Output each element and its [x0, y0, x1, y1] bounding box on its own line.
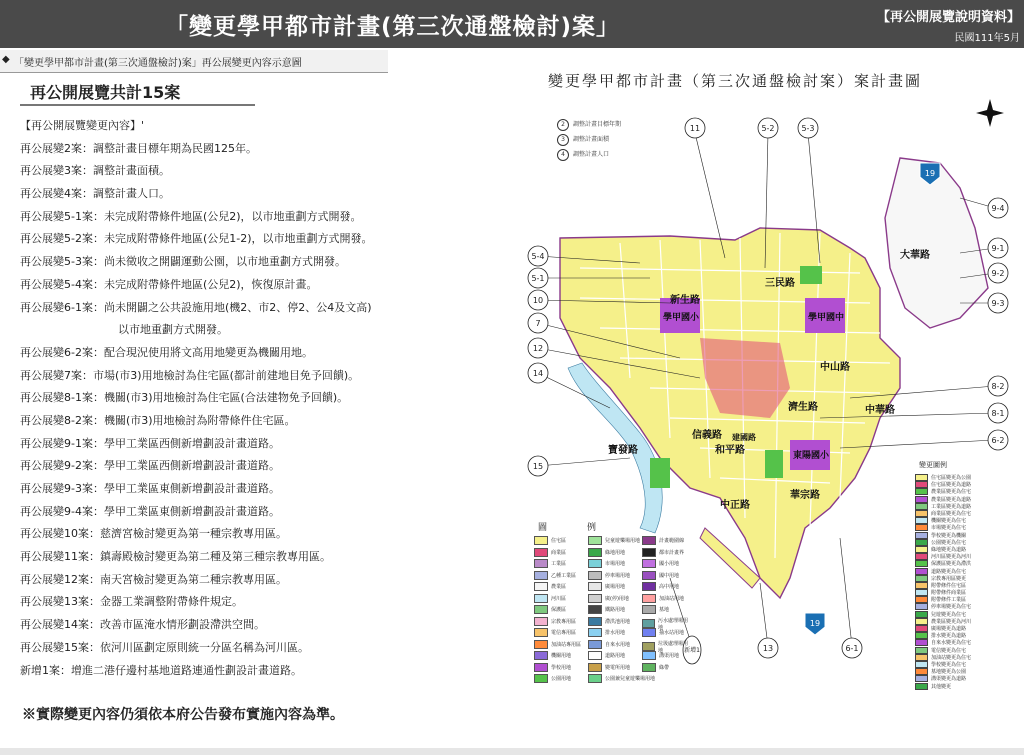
change-legend-item — [915, 546, 1015, 553]
legend-label: 廣(停)用地 — [605, 595, 629, 602]
callout-label: 6-1 — [845, 644, 859, 653]
change-legend-item — [915, 647, 1015, 654]
list-item: 再公展變12案：南天宮檢討變更為第二種宗教專用區。 — [20, 572, 287, 586]
callout-label: 5-1 — [531, 274, 545, 283]
change-legend-swatch — [915, 675, 928, 682]
road-label: 寶發路 — [608, 445, 638, 456]
callout-label: 9-4 — [991, 204, 1005, 213]
change-legend-item — [915, 625, 1015, 632]
legend-swatch — [642, 651, 656, 660]
legend-label: 自來水用地 — [605, 641, 631, 648]
legend-item — [534, 651, 571, 660]
park-area — [765, 450, 783, 478]
list-item: 再公展變10案：慈濟宮檢討變更為第一種宗教專用區。 — [20, 527, 287, 541]
change-legend-item — [915, 524, 1015, 531]
change-legend-swatch — [915, 539, 928, 546]
legend-item — [588, 582, 625, 591]
change-legend-swatch — [915, 560, 928, 567]
change-legend-swatch — [915, 553, 928, 560]
change-legend-item — [915, 611, 1015, 618]
list-item: 再公展變13案：金器工業調整附帶條件規定。 — [20, 595, 243, 609]
legend-label: 鐵路用地 — [605, 607, 626, 613]
callout-label: 9-3 — [991, 299, 1005, 308]
highway-shield-icon — [805, 613, 825, 635]
mini-legend-number: 3 — [557, 134, 569, 146]
legend-item — [534, 536, 566, 545]
change-legend-swatch — [915, 496, 928, 503]
change-legend-label: 農業區變更為河川 — [931, 618, 972, 625]
change-legend-item — [915, 682, 1015, 689]
list-item: 再公展變9-1案：學甲工業區西側新增劃設計畫道路。 — [20, 436, 280, 450]
change-legend-swatch — [915, 611, 928, 618]
list-item: 再公展變9-2案：學甲工業區西側新增劃設計畫道路。 — [20, 459, 280, 473]
road-label: 中華路 — [865, 405, 895, 416]
change-legend-swatch — [915, 524, 928, 531]
change-legend-label: 附帶條件工業區 — [931, 597, 967, 604]
legend-swatch — [534, 582, 548, 591]
shield-number: 19 — [809, 619, 821, 628]
legend-item — [588, 548, 625, 557]
legend-label: 工業區 — [551, 561, 567, 567]
legend-label: 計畫範圍線 — [659, 538, 685, 544]
legend-swatch — [642, 548, 656, 557]
legend-label: 學校用地 — [551, 664, 572, 671]
change-legend-item — [915, 654, 1015, 661]
legend-item — [534, 571, 576, 580]
list-item: 再公展變8-2案：機關(市3)用地檢討為附帶條件住宅區。 — [20, 413, 296, 427]
legend-swatch — [534, 559, 548, 568]
road-label: 中正路 — [720, 500, 750, 511]
list-item: 再公展變9-4案：學甲工業區東側新增劃設計畫道路。 — [20, 504, 280, 518]
change-legend-swatch — [915, 481, 928, 488]
legend-item — [588, 571, 630, 580]
legend-label: 加油站專用區 — [551, 641, 582, 648]
legend-swatch — [642, 594, 656, 603]
change-legend-item — [915, 503, 1015, 510]
change-legend-swatch — [915, 654, 928, 661]
list-item: 再公展變11案：鎮壽殿檢討變更為第二種及第三種宗教專用區。 — [20, 550, 331, 564]
legend-swatch — [588, 571, 602, 580]
legend-item — [534, 548, 566, 557]
change-legend-label: 道路變更為住宅 — [931, 568, 967, 575]
legend-item — [642, 582, 679, 591]
change-legend-item — [915, 474, 1015, 481]
change-legend-swatch — [915, 639, 928, 646]
change-legend-item — [915, 575, 1015, 582]
legend-label: 河川區 — [551, 595, 567, 602]
document-date: 民國111年5月 — [954, 33, 1020, 44]
legend-swatch — [534, 674, 548, 683]
legend-label: 綠地用地 — [605, 549, 626, 556]
change-legend-label: 農業區變更為道路 — [931, 496, 972, 503]
legend-item — [534, 605, 566, 614]
list-item: 再公展變5-3案：尚未徵收之開闢運動公園，以市地重劃方式開發。 — [20, 255, 346, 269]
section-divider — [20, 104, 255, 106]
legend-label: 國中用地 — [659, 572, 680, 579]
list-item: 再公展變2案：調整計畫目標年期為民國125年。 — [20, 141, 257, 155]
list-item: 再公展變6-2案：配合現況使用將文高用地變更為機關用地。 — [20, 345, 313, 359]
change-legend-swatch — [915, 546, 928, 553]
legend-item — [642, 663, 669, 672]
legend-label: 污水處理場用地 — [657, 617, 688, 631]
legend-swatch — [642, 582, 656, 591]
legend-swatch — [588, 559, 602, 568]
change-legend-label: 學校變更為住宅 — [931, 661, 967, 668]
legend-swatch — [588, 594, 602, 603]
road-label: 濟生路 — [788, 402, 818, 413]
legend-item — [588, 605, 625, 614]
document-badge: 【再公開展覽說明資料】 — [876, 10, 1020, 25]
change-legend-item — [915, 596, 1015, 603]
legend-label: 乙種工業區 — [551, 572, 577, 579]
page-title: 「變更學甲都市計畫(第三次通盤檢討)案」 — [165, 14, 621, 40]
mini-legend-text: 調整計畫人口 — [573, 151, 610, 158]
legend-title: 圖例 — [538, 523, 637, 533]
change-legend-item — [915, 661, 1015, 668]
change-legend-label: 保護區變更為滯洪 — [931, 561, 972, 568]
legend-item — [534, 582, 566, 591]
list-item: 再公展變5-1案：未完成附帶條件地區(公兒2)，以市地重劃方式開發。 — [20, 209, 362, 223]
change-legend-swatch — [915, 589, 928, 596]
legend-label: 道路用地 — [605, 653, 626, 659]
change-legend-title: 變更圖例 — [919, 461, 947, 469]
legend-label: 墓地 — [659, 607, 670, 613]
change-legend-item — [915, 632, 1015, 639]
legend-swatch — [534, 617, 548, 626]
change-legend-swatch — [915, 661, 928, 668]
legend-swatch — [534, 548, 548, 557]
list-item: 再公展變7案：市場(市3)用地檢討為住宅區(都計前建地目免予回饋)。 — [20, 368, 360, 382]
road-label: 華宗路 — [790, 490, 820, 501]
change-legend-item — [915, 481, 1015, 488]
legend-item — [534, 628, 576, 637]
change-legend-swatch — [915, 488, 928, 495]
list-item: 再公展變15案：依河川區劃定原則統一分區名稱為河川區。 — [20, 640, 309, 654]
change-legend-swatch — [915, 668, 928, 675]
legend-swatch — [642, 536, 656, 545]
change-legend-item — [915, 582, 1015, 589]
change-legend-label: 電信變更為住宅 — [931, 647, 967, 654]
change-legend-item — [915, 675, 1015, 682]
change-legend-label: 住宅區變更為道路 — [931, 482, 972, 489]
change-legend-swatch — [915, 510, 928, 517]
legend-label: 市場用地 — [605, 561, 626, 567]
list-item: 再公展變9-3案：學甲工業區東側新增劃設計畫道路。 — [20, 482, 280, 495]
legend-swatch — [588, 617, 602, 626]
callout-label: 6-2 — [991, 436, 1005, 445]
legend-label: 兒童遊樂場用地 — [605, 538, 641, 544]
legend-swatch — [642, 628, 656, 637]
legend-swatch — [642, 619, 655, 628]
legend-item — [588, 559, 625, 568]
legend-swatch — [534, 628, 548, 637]
disclaimer-note: ※實際變更內容仍須依本府公告發布實施內容為準。 — [22, 707, 344, 723]
school-label: 學甲國小 — [663, 313, 700, 323]
shield-number: 19 — [924, 169, 936, 178]
legend-label: 機關用地 — [551, 653, 572, 659]
change-legend-item — [915, 589, 1015, 596]
legend-item — [588, 628, 625, 637]
sub-header-text: 「變更學甲都市計畫(第三次通盤檢討)案」再公展變更內容示意圖 — [14, 58, 302, 69]
callout-label: 11 — [689, 124, 701, 133]
change-legend-swatch — [915, 596, 928, 603]
legend-swatch — [588, 548, 602, 557]
change-legend-item — [915, 539, 1015, 546]
legend-item — [642, 628, 684, 637]
change-legend-label: 學校變更為機關 — [931, 532, 967, 539]
callout-label: 7 — [535, 319, 541, 328]
section-title: 再公開展覽共計15案 — [30, 83, 181, 102]
list-item-continuation: 以市地重劃方式開發。 — [118, 323, 228, 337]
change-legend-label: 加油站變更為住宅 — [931, 654, 972, 661]
list-item: 再公展變5-2案：未完成附帶條件地區(公兒1-2)，以市地重劃方式開發。 — [20, 232, 373, 246]
callout-label: 9-2 — [991, 269, 1005, 278]
legend-label: 廣場用地 — [605, 584, 626, 590]
legend-swatch — [588, 651, 602, 660]
diamond-icon: ◆ — [2, 54, 10, 65]
legend-item — [642, 594, 684, 603]
change-legend-item — [915, 603, 1015, 610]
list-item: 再公展變14案：改善市區淹水情形劃設滯洪空間。 — [20, 618, 265, 632]
legend-label: 變電所用地 — [605, 664, 631, 671]
change-legend-swatch — [915, 582, 928, 589]
road-label: 建國路 — [732, 433, 756, 442]
legend-label: 國小用地 — [659, 561, 680, 567]
legend-item — [642, 571, 679, 580]
change-legend-label: 公園變更為住宅 — [931, 539, 967, 546]
change-legend-label: 機關變更為住宅 — [931, 518, 967, 525]
map-legend — [530, 520, 690, 690]
callout-label: 9-1 — [991, 244, 1005, 253]
legend-swatch — [534, 536, 548, 545]
change-legend-swatch — [915, 575, 928, 582]
legend-label: 停車場用地 — [605, 572, 631, 579]
road-label: 信義路 — [692, 430, 722, 441]
legend-label: 都市計畫界 — [659, 549, 685, 556]
legend-item — [642, 536, 684, 545]
change-legend-label: 市場變更為住宅 — [931, 525, 967, 532]
change-legend-label: 溝渠變更為道路 — [931, 676, 967, 683]
change-legend-label: 河川區變更為河川 — [931, 554, 972, 561]
bottom-border — [0, 748, 1024, 755]
list-item: 再公展變6-1案：尚未開闢之公共設施用地(機2、市2、停2、公4及文高) — [20, 300, 372, 314]
change-legend-label: 自來水變更為住宅 — [931, 640, 972, 647]
legend-item — [642, 559, 679, 568]
change-legend-item — [915, 517, 1015, 524]
legend-item — [534, 663, 571, 672]
sub-header — [0, 50, 388, 73]
mini-legend-text: 調整計畫面積 — [573, 136, 610, 143]
list-item: 再公展變4案：調整計畫人口。 — [20, 187, 170, 201]
road-label: 和平路 — [715, 445, 745, 456]
change-legend-swatch — [915, 618, 928, 625]
legend-swatch — [642, 571, 656, 580]
change-legend-label: 工業區變更為道路 — [931, 503, 972, 510]
park-area — [650, 458, 670, 488]
legend-swatch — [642, 559, 656, 568]
legend-label: 排水用地 — [605, 630, 626, 636]
mini-legend-number: 4 — [557, 149, 569, 161]
mini-legend-number: 2 — [557, 119, 569, 131]
legend-label: 綠帶 — [659, 664, 670, 671]
legend-label: 溝渠用地 — [659, 653, 680, 659]
legend-label: 住宅區 — [551, 538, 567, 544]
legend-label: 農業區 — [551, 584, 567, 590]
road-label: 三民路 — [765, 278, 795, 289]
mini-legend-text: 調整計畫目標年期 — [573, 121, 622, 128]
school-label: 東陽國小 — [793, 451, 830, 461]
legend-swatch — [534, 571, 548, 580]
top-banner — [0, 0, 1024, 48]
change-legend-swatch — [915, 632, 928, 639]
change-legend-label: 兒遊變更為住宅 — [931, 611, 967, 618]
change-legend-label: 墓地變更為公園 — [931, 669, 967, 676]
change-legend-label: 附帶條件住宅區 — [931, 582, 967, 589]
callout-label: 5-4 — [531, 252, 545, 261]
legend-label: 加油站用地 — [659, 595, 685, 602]
callout-label: 8-2 — [991, 382, 1005, 391]
legend-item — [534, 594, 566, 603]
legend-swatch — [642, 663, 656, 672]
change-legend-label: 停車場變更為住宅 — [931, 604, 972, 611]
change-legend-item — [915, 496, 1015, 503]
list-item: 新增1案：增進二港仔邊村基地道路連通性劃設計畫道路。 — [20, 663, 302, 677]
legend-swatch — [588, 536, 602, 545]
change-legend-swatch — [915, 503, 928, 510]
legend-item — [534, 674, 571, 683]
list-header: 【再公開展覽變更內容】' — [20, 119, 145, 132]
callout-label: 14 — [532, 369, 544, 378]
list-item: 再公展變8-1案：機關(市3)用地檢討為住宅區(合法建物免予回饋)。 — [20, 391, 349, 405]
legend-label: 滯洪池用地 — [605, 618, 631, 625]
compass-icon — [976, 99, 1004, 127]
change-legend-item — [915, 510, 1015, 517]
legend-swatch — [642, 642, 655, 651]
callout-label: 10 — [532, 296, 544, 305]
legend-item — [642, 605, 669, 614]
callout-label: 13 — [762, 644, 774, 653]
change-legend-label: 住宅區變更為公園 — [931, 475, 972, 482]
legend-label: 高中用地 — [659, 584, 680, 590]
change-legend-swatch — [915, 603, 928, 610]
legend-item — [588, 674, 655, 683]
legend-swatch — [534, 640, 548, 649]
legend-label: 垃圾處理場用地 — [657, 640, 688, 654]
change-legend-swatch — [915, 625, 928, 632]
legend-item — [642, 548, 684, 557]
change-legend-label: 農業區變更為住宅 — [931, 489, 972, 496]
change-legend-item — [915, 560, 1015, 567]
change-legend-swatch — [915, 474, 928, 481]
change-legend-label: 附帶條件商業區 — [931, 590, 967, 597]
legend-item — [588, 651, 625, 660]
change-legend-swatch — [915, 683, 928, 690]
change-legend — [915, 460, 1015, 690]
legend-swatch — [588, 663, 602, 672]
change-legend-label: 其他變更 — [931, 683, 952, 690]
legend-swatch — [534, 594, 548, 603]
change-list — [20, 115, 440, 682]
legend-item — [588, 663, 630, 672]
callout-label: 15 — [532, 462, 544, 471]
change-legend-label: 商業區變更為住宅 — [931, 511, 972, 518]
legend-swatch — [588, 674, 602, 683]
legend-item — [588, 640, 630, 649]
road-label: 新生路 — [670, 295, 700, 306]
change-legend-swatch — [915, 647, 928, 654]
callout-label: 5-2 — [761, 124, 775, 133]
legend-swatch — [534, 651, 548, 660]
change-legend-item — [915, 553, 1015, 560]
legend-swatch — [588, 628, 602, 637]
school-label: 學甲國中 — [808, 313, 845, 323]
industrial-area — [885, 158, 988, 328]
change-legend-swatch — [915, 532, 928, 539]
change-legend-label: 廣場變更為道路 — [931, 626, 967, 633]
park-area — [800, 266, 822, 284]
legend-label: 公園兼兒童遊樂場用地 — [605, 676, 656, 682]
change-legend-swatch — [915, 517, 928, 524]
legend-label: 電信專用區 — [551, 630, 577, 636]
legend-label: 保護區 — [551, 607, 567, 613]
change-legend-item — [915, 639, 1015, 646]
legend-swatch — [642, 605, 656, 614]
callout-label: 12 — [532, 344, 544, 353]
legend-item — [534, 617, 576, 626]
callout-label: 8-1 — [991, 409, 1005, 418]
legend-swatch — [588, 582, 602, 591]
legend-label: 公園用地 — [551, 676, 572, 682]
change-legend-label: 綠地變更為道路 — [931, 546, 967, 553]
legend-item — [588, 617, 630, 626]
list-item: 再公展變5-4案：未完成附帶條件地區(公兒2)，恢復原計畫。 — [20, 277, 318, 291]
change-legend-item — [915, 618, 1015, 625]
legend-swatch — [588, 640, 602, 649]
legend-label: 商業區 — [551, 549, 567, 556]
legend-swatch — [534, 663, 548, 672]
legend-item — [534, 559, 566, 568]
list-item: 再公展變3案：調整計畫面積。 — [20, 164, 170, 178]
change-legend-item — [915, 567, 1015, 574]
legend-label: 抽水站用地 — [659, 630, 685, 636]
change-legend-label: 排水變更為道路 — [931, 633, 967, 640]
change-legend-item — [915, 532, 1015, 539]
change-legend-label: 宗教專用區變更 — [931, 575, 967, 582]
road-label: 中山路 — [820, 362, 850, 373]
change-legend-item — [915, 668, 1015, 675]
change-legend-swatch — [915, 568, 928, 575]
map-title: 變更學甲都市計畫（第三次通盤檢討案）案計畫圖 — [548, 72, 923, 90]
callout-label: 5-3 — [801, 124, 815, 133]
legend-item — [534, 640, 581, 649]
legend-item — [588, 536, 640, 545]
legend-label: 宗教專用區 — [551, 618, 577, 625]
legend-swatch — [588, 605, 602, 614]
change-legend-item — [915, 488, 1015, 495]
road-label: 大華路 — [900, 250, 930, 261]
callout-label: 新增1 — [684, 647, 700, 654]
legend-item — [588, 594, 629, 603]
legend-swatch — [534, 605, 548, 614]
legend-item — [642, 651, 679, 660]
